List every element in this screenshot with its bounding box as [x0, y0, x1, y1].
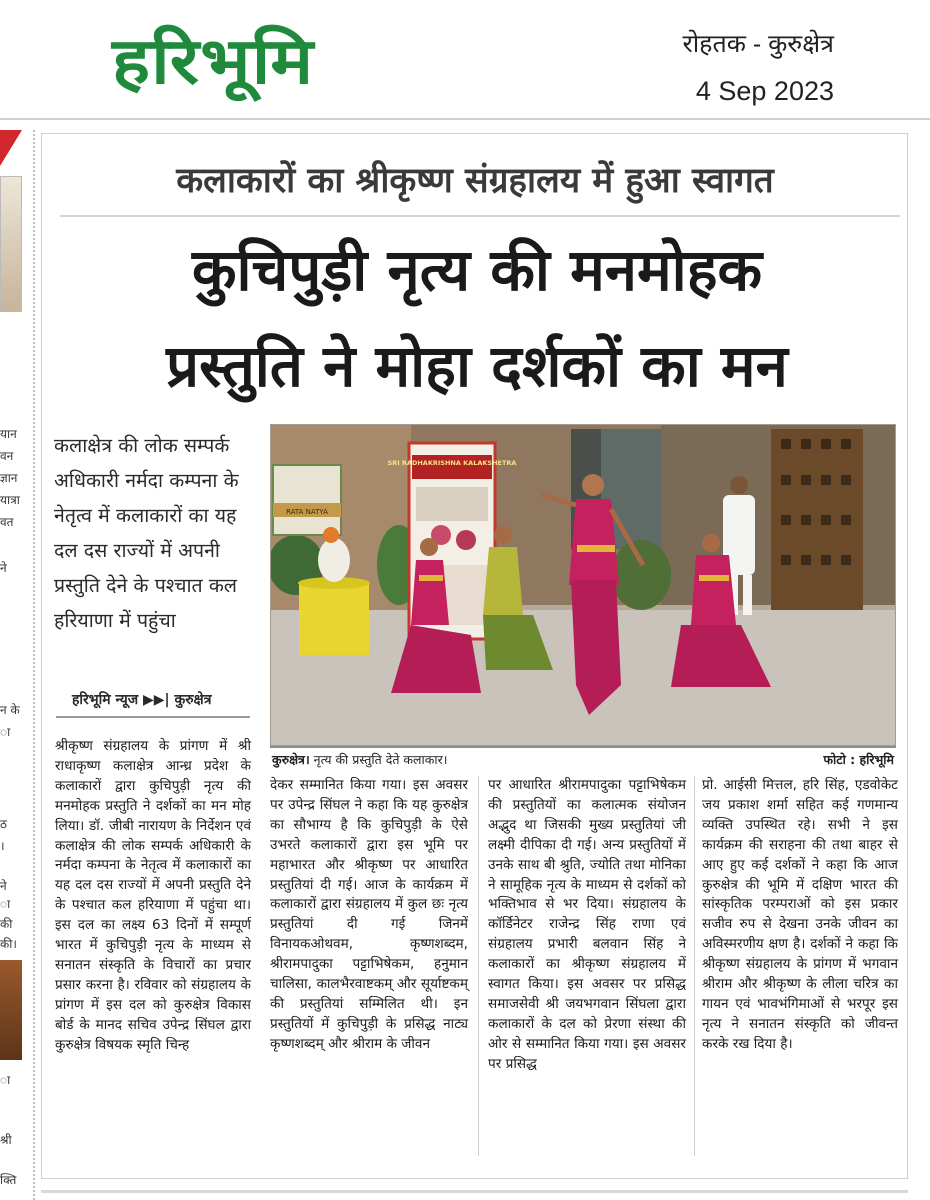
caption-divider — [270, 746, 896, 748]
masthead — [0, 0, 930, 118]
strip-fragment: की। — [0, 937, 17, 951]
banner-title: SRI RADHAKRISHNA KALAKSHETRA — [387, 459, 517, 467]
body-column-2: देकर सम्मानित किया गया। इस अवसर पर उपेन्द्र सिंघल ने कहा कि यह कुरुक्षेत्र का सौभाग्य है कि कुचिपुड़ी के ऐसे उभरते कलाकारों द्वारा इस भूमि पर महाभारत और श्रीकृष्ण पर आधारित प्रस्तुतियां दी गई। आज के कार्यक्रम में कलाकारों द्वारा संग्रहालय में कुल छः नृत्य प्रस्तुतियां दी गई जिनमें विनायकओथवम, कृष्णशब्दम, श्रीरामपादुका पट्टाभिषेकम, हनुमान चालिसा, कालभैरवाष्टकम् और सूर्याष्टकम् की प्रस्तुतियां सम्मिलित थी। इन प्रस्तुतियों में कुचिपुड़ी के प्रसिद्ध नाट्य कृष्णशब्दम् और श्रीराम के जीवन — [270, 777, 468, 1052]
issue-date: 4 Sep 2023 — [695, 76, 834, 106]
strip-fragment: ने — [0, 561, 7, 575]
strip-fragment: यान — [0, 427, 17, 441]
dance-performance-illustration — [271, 425, 896, 746]
strip-fragment: ने — [0, 879, 7, 893]
kicker-headline: कलाकारों का श्रीकृष्ण संग्रहालय में हुआ स्वागत — [176, 161, 774, 201]
strip-fragment: क्ति — [0, 1173, 17, 1187]
placard-text: RATA NATYA — [286, 508, 328, 516]
strip-fragment: श्री — [0, 1133, 12, 1147]
photo-credit: फोटो : हरिभूमि — [823, 752, 894, 767]
adjacent-article-strip — [0, 128, 24, 1200]
body-column-3: पर आधारित श्रीरामपादुका पट्टाभिषेकम की प्रस्तुतियों का कलात्मक संयोजन अद्भुद था जिसकी मुख्य प्रस्तुतियां जी लक्ष्मी दीपिका दी गई। अन्य प्रस्तुतियों में उनके साथ बी श्रुति, ज्योति तथा मोनिका ने सामूहिक नृत्य के माध्यम से दर्शकों को भक्तिभाव से भर दिया। संग्रहालय के कॉर्डिनेटर राजेन्द्र सिंह राणा एवं संग्रहालय प्रभारी बलवान सिंह ने कलाकारों का श्रीकृष्ण संग्रहालय में स्वागत किया। इस अवसर पर प्रसिद्ध समाजसेवी श्री जयभगवान सिंघला द्वारा कलाकारों के दल को प्रेरणा संस्था की ओर से सम्मानित किया गया। इस अवसर पर प्रसिद्ध — [488, 777, 686, 1072]
kicker-divider — [60, 215, 900, 217]
strip-fragment: । — [0, 839, 5, 853]
column-separator — [478, 776, 479, 1156]
column-divider — [33, 130, 35, 1200]
column-separator — [694, 776, 695, 1156]
strip-fragment: ा — [0, 725, 11, 739]
strip-fragment: वत — [0, 515, 14, 529]
bottom-divider — [41, 1190, 908, 1193]
standfirst: कलाक्षेत्र की लोक सम्पर्क अधिकारी नर्मदा कम्पना के नेतृत्व में कलाकारों का यह दल दस राज्यों में अपनी प्रस्तुति देने के पश्चात कल हरियाणा में पहुंचा — [54, 434, 239, 632]
strip-fragment: यात्रा — [0, 493, 20, 507]
red-corner-icon — [0, 130, 22, 166]
adjacent-photo — [0, 176, 22, 312]
main-headline — [52, 222, 902, 414]
edition-label: रोहतक - कुरुक्षेत्र — [682, 30, 834, 58]
headline-line-2: प्रस्तुति ने मोहा दर्शकों का मन — [166, 332, 788, 400]
photo-caption — [272, 751, 447, 768]
body-column-1: श्रीकृष्ण संग्रहालय के प्रांगण में श्री राधाकृष्ण कलाक्षेत्र आन्ध्र प्रदेश के कलाकारों द्वारा कुचिपुड़ी नृत्य की मनमोहक प्रस्तुति ने दर्शकों का मन मोह लिया। डॉ. जीबी नारायण के निर्देशन एवं कलाक्षेत्र की लोक सम्पर्क अधिकारी के नर्मदा कम्पना के नेतृत्व में कलाकारों का यह दल दस राज्यों में अपनी प्रस्तुति देने के पश्चात कल हरियाणा में पहुंचा था। इस दल का लक्ष्य 63 दिनों में सम्पूर्ण भारत में कुचिपुड़ी नृत्य के माध्यम से सनातन संस्कृति के विचारों का प्रचार प्रसार करना है। रविवार को संग्रहालय के प्रांगण में इस दल को कुरुक्षेत्र विकास बोर्ड के मानद सचिव उपेन्द्र सिंघल द्वारा कुरुक्षेत्र विषयक स्मृति चिन्ह — [55, 738, 251, 1053]
newspaper-logo: हरिभूमि — [112, 25, 315, 99]
strip-fragment: न के — [0, 703, 20, 717]
caption-text: नृत्य की प्रस्तुति देते कलाकार। — [309, 752, 448, 767]
strip-fragment: ठ — [0, 817, 7, 831]
byline-divider — [56, 716, 250, 718]
headline-line-1: कुचिपुड़ी नृत्य की मनमोहक — [191, 236, 763, 304]
strip-fragment: ा — [0, 897, 11, 911]
strip-fragment: ा — [0, 1073, 11, 1087]
body-column-4: प्रो. आईसी मित्तल, हरि सिंह, एडवोकेट जय प्रकाश शर्मा सहित कई गणमान्य व्यक्ति उपस्थित रहे। सभी ने इस कार्यक्रम की सराहना की तथा बाहर से आए हुए कई दर्शकों ने कहा कि आज कुरुक्षेत्र की भूमि में दक्षिण भारत की सांस्कृतिक परम्पराओं को इस प्रकार सजीव रुप से देखना उनके जीवन का अविस्मरणीय क्षण है। दर्शकों ने कहा कि श्रीकृष्ण संग्रहालय के प्रांगण में भगवान श्रीराम और श्रीकृष्ण के लीला चरित्र का गायन एवं भावभंगिमाओं से भरपूर इस नृत्य ने सनातन संस्कृति को जीवन्त करके रख दिया है। — [702, 777, 898, 1052]
strip-fragment: की — [0, 917, 13, 931]
adjacent-photo — [0, 960, 22, 1060]
masthead-divider — [0, 118, 930, 120]
strip-fragment: वन — [0, 449, 14, 463]
article-photo — [270, 424, 896, 746]
byline: हरिभूमि न्यूज ▶▶| कुरुक्षेत्र — [72, 692, 212, 708]
caption-place: कुरुक्षेत्र। — [272, 752, 310, 767]
strip-fragment: ज्ञान — [0, 471, 18, 485]
